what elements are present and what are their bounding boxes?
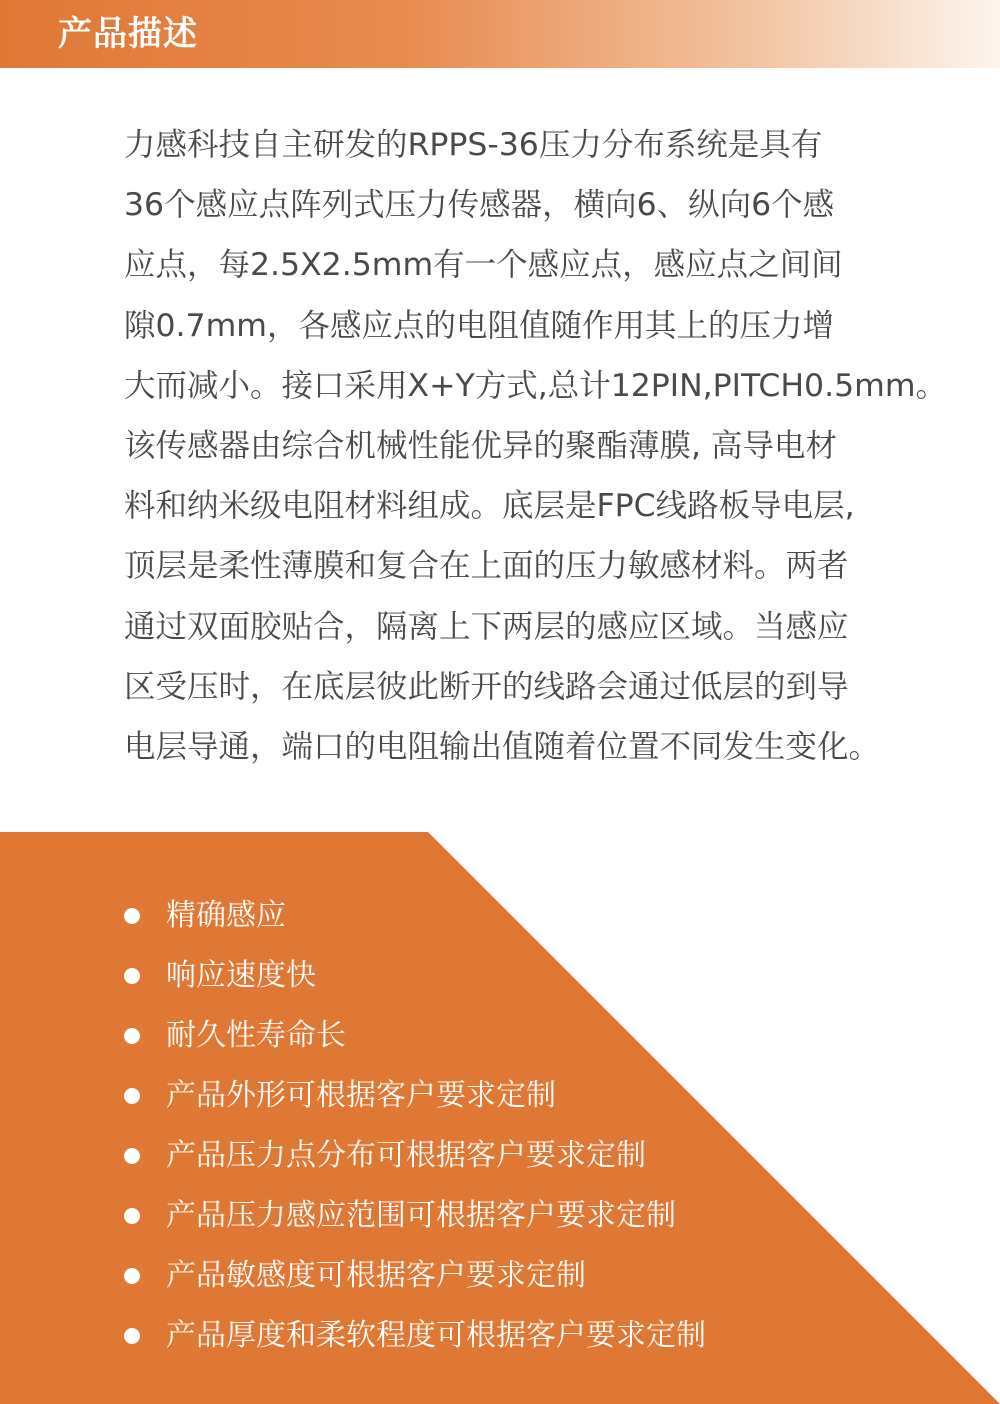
- bullet-dot-icon: [124, 1208, 140, 1224]
- feature-label: 精确感应: [166, 898, 286, 933]
- feature-item: [124, 886, 706, 946]
- feature-label: 产品外形可根据客户要求定制: [166, 1078, 556, 1113]
- bullet-dot-icon: [124, 1328, 140, 1344]
- feature-label: 产品敏感度可根据客户要求定制: [166, 1258, 586, 1293]
- feature-item: [124, 1186, 706, 1246]
- description-line: 力感科技自主研发的RPPS-36压力分布系统是具有: [124, 127, 823, 163]
- feature-item: [124, 1006, 706, 1066]
- bullet-dot-icon: [124, 908, 140, 924]
- feature-label: 产品压力点分布可根据客户要求定制: [166, 1138, 646, 1173]
- feature-label: 响应速度快: [166, 958, 316, 993]
- feature-label: 耐久性寿命长: [166, 1018, 346, 1053]
- description-line: 大而减小。接口采用X+Y方式,总计12PIN,PITCH0.5mm。: [124, 367, 948, 404]
- bullet-dot-icon: [124, 1148, 140, 1164]
- bullet-dot-icon: [124, 1028, 140, 1044]
- feature-item: [124, 1126, 706, 1186]
- bullet-dot-icon: [124, 968, 140, 984]
- description-line: 该传感器由综合机械性能优异的聚酯薄膜, 高导电材: [124, 427, 838, 464]
- description-line: 料和纳米级电阻材料组成。底层是FPC线路板导电层,: [124, 488, 855, 525]
- description-line: 区受压时，在底层彼此断开的线路会通过低层的到导: [124, 668, 849, 705]
- product-description: [124, 115, 948, 777]
- description-line: 36个感应点阵列式压力传感器，横向6、纵向6个感: [124, 187, 835, 224]
- bullet-dot-icon: [124, 1268, 140, 1284]
- description-line: 通过双面胶贴合，隔离上下两层的感应区域。当感应: [124, 608, 849, 645]
- description-line: 应点，每2.5X2.5mm有一个感应点，感应点之间间: [124, 247, 843, 284]
- feature-item: [124, 1246, 706, 1306]
- bullet-dot-icon: [124, 1088, 140, 1104]
- feature-list: [124, 886, 706, 1366]
- feature-item: [124, 946, 706, 1006]
- description-line: 电层导通，端口的电阻输出值随着位置不同发生变化。: [124, 728, 881, 765]
- section-header-bar: [0, 0, 1000, 68]
- feature-label: 产品压力感应范围可根据客户要求定制: [166, 1198, 676, 1233]
- feature-item: [124, 1066, 706, 1126]
- feature-label: 产品厚度和柔软程度可根据客户要求定制: [166, 1318, 706, 1353]
- description-line: 顶层是柔性薄膜和复合在上面的压力敏感材料。两者: [124, 548, 849, 585]
- feature-item: [124, 1306, 706, 1366]
- description-line: 隙0.7mm，各感应点的电阻值随作用其上的压力增: [124, 307, 834, 344]
- section-title: 产品描述: [58, 14, 198, 54]
